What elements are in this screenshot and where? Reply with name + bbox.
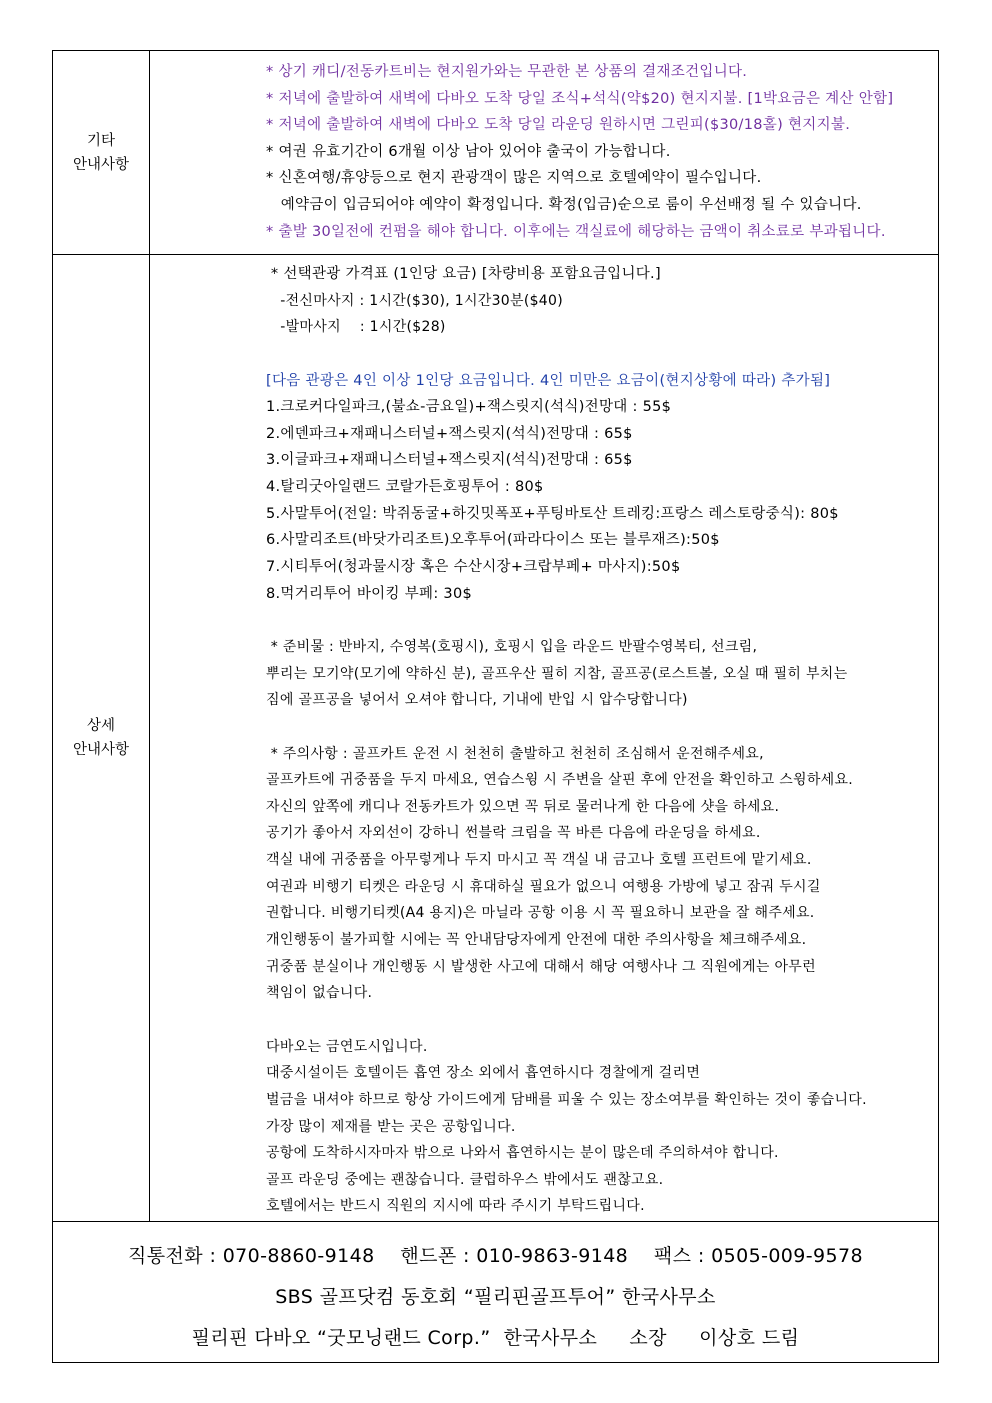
- detail-info-line: 뿌리는 모기약(모기에 약하신 분), 골프우산 필히 지참, 골프공(로스트볼, 오실 때 필히 부치는: [266, 665, 848, 682]
- detail-info-line: 골프 라운딩 중에는 괜찮습니다. 클럽하우스 밖에서도 괜찮고요.: [266, 1171, 664, 1188]
- detail-info-line: 자신의 앞쪽에 캐디나 전동카트가 있으면 꼭 뒤로 물러나게 한 다음에 샷을 하세요.: [266, 798, 780, 815]
- detail-info-label-line1: 상세: [86, 718, 115, 734]
- detail-info-line: [다음 관광은 4인 이상 1인당 요금입니다. 4인 미만은 요금이(현지상황에 따라) 추가됨]: [266, 372, 831, 389]
- detail-info-line: 2.에덴파크+재패니스터널+잭스릿지(석식)전망대 : 65$: [266, 425, 633, 442]
- other-info-line: * 여권 유효기간이 6개월 이상 남아 있어야 출국이 가능합니다.: [266, 143, 671, 160]
- other-info-line: 예약금이 입금되어야 예약이 확정입니다. 확정(입금)순으로 룸이 우선배정 될 수 있습니다.: [266, 196, 862, 213]
- detail-info-blank-line: [266, 1007, 938, 1034]
- detail-info-line: 개인행동이 불가피할 시에는 꼭 안내담당자에게 안전에 대한 주의사항을 체크해주세요.: [266, 932, 807, 949]
- other-info-line: * 상기 캐디/전동카트비는 현지원가와는 무관한 본 상품의 결재조건입니다.: [266, 64, 748, 80]
- other-info-content-cell: [150, 51, 939, 255]
- detail-info-line: -전신마사지 : 1시간($30), 1시간30분($40): [266, 292, 563, 309]
- detail-info-blank-line: [266, 607, 938, 634]
- other-info-label-line1: 기타: [86, 132, 115, 149]
- detail-info-line: * 선택관광 가격표 (1인당 요금) [차량비용 포함요금입니다.]: [266, 266, 661, 282]
- other-info-row: [53, 51, 939, 255]
- detail-info-line: 다바오는 금연도시입니다.: [266, 1038, 428, 1055]
- other-info-line: * 신혼여행/휴양등으로 현지 관광객이 많은 지역으로 호텔예약이 필수입니다.: [266, 170, 762, 187]
- other-info-line: * 저녁에 출발하여 새벽에 다바오 도착 당일 조식+석식(약$20) 현지지불. [1박요금은 계산 안함]: [266, 90, 894, 107]
- detail-info-line: 책임이 없습니다.: [266, 985, 373, 1002]
- detail-info-line: 짐에 골프공을 넣어서 오셔야 합니다, 기내에 반입 시 압수당합니다): [266, 692, 688, 709]
- detail-info-label-line2: 안내사항: [72, 742, 130, 758]
- footer-cell: [53, 1222, 939, 1363]
- detail-info-line: -발마사지 : 1시간($28): [266, 319, 446, 336]
- detail-info-line: 7.시티투어(청과물시장 혹은 수산시장+크랍부페+ 마사지):50$: [266, 559, 681, 576]
- detail-info-line: 벌금을 내셔야 하므로 항상 가이드에게 담배를 피울 수 있는 장소여부를 확인하는 것이 좋습니다.: [266, 1091, 867, 1108]
- detail-info-line: 귀중품 분실이나 개인행동 시 발생한 사고에 대해서 해당 여행사나 그 직원에게는 아무런: [266, 958, 816, 975]
- detail-info-line: 공기가 좋아서 자외선이 강하니 썬블락 크림을 꼭 바른 다음에 라운딩을 하세요.: [266, 825, 761, 842]
- detail-info-blank-line: [266, 714, 938, 741]
- detail-info-line: * 주의사항 : 골프카트 운전 시 천천히 출발하고 천천히 조심해서 운전해주세요,: [266, 745, 764, 762]
- footer-office: 필리핀 다바오 “굿모닝랜드 Corp.” 한국사무소 소장 이상호 드림: [191, 1327, 800, 1349]
- other-info-content: [150, 51, 938, 245]
- other-info-label: [53, 51, 150, 255]
- detail-info-line: 가장 많이 제재를 받는 곳은 공항입니다.: [266, 1118, 516, 1135]
- detail-info-content: [150, 255, 938, 1220]
- other-info-line: * 출발 30일전에 컨펌을 해야 합니다. 이후에는 객실료에 해당하는 금액이 취소료로 부과됩니다.: [266, 223, 886, 240]
- footer: [53, 1222, 938, 1359]
- detail-info-line: 객실 내에 귀중품을 아무렇게나 두지 마시고 꼭 객실 내 금고나 호텔 프런트에 맡기세요.: [266, 852, 812, 869]
- other-info-line: * 저녁에 출발하여 새벽에 다바오 도착 당일 라운딩 원하시면 그린피($30/18홀) 현지지불.: [266, 117, 851, 134]
- detail-info-line: 공항에 도착하시자마자 밖으로 나와서 흡연하시는 분이 많은데 주의하셔야 합니다.: [266, 1145, 779, 1162]
- notice-table: [52, 50, 939, 1363]
- detail-info-line: 1.크로커다일파크,(불쇼-금요일)+잭스릿지(석식)전망대 : 55$: [266, 399, 672, 416]
- detail-info-line: 호텔에서는 반드시 직원의 지시에 따라 주시기 부탁드립니다.: [266, 1198, 645, 1215]
- footer-contact: 직통전화 : 070-8860-9148 핸드폰 : 010-9863-9148 팩스 : 0505-009-9578: [128, 1245, 863, 1267]
- detail-info-blank-line: [266, 341, 938, 368]
- other-info-label-line2: 안내사항: [72, 156, 130, 173]
- footer-row: [53, 1222, 939, 1363]
- detail-info-line: 5.사말투어(전일: 박쥐동굴+하깃밋폭포+푸팅바토산 트레킹:프랑스 레스토랑중식): 80$: [266, 505, 839, 522]
- detail-info-line: 4.탈리굿아일랜드 코랄가든호핑투어 : 80$: [266, 479, 544, 496]
- footer-club: SBS 골프닷컴 동호회 “필리핀골프투어” 한국사무소: [275, 1286, 716, 1308]
- detail-info-line: * 준비물 : 반바지, 수영복(호핑시), 호핑시 입을 라운드 반팔수영복티, 선크림,: [266, 638, 758, 655]
- detail-info-line: 대중시설이든 호텔이든 흡연 장소 외에서 흡연하시다 경찰에게 걸리면: [266, 1065, 701, 1082]
- detail-info-label: [53, 255, 150, 1222]
- detail-info-line: 권합니다. 비행기티켓(A4 용지)은 마닐라 공항 이용 시 꼭 필요하니 보관을 잘 해주세요.: [266, 905, 815, 922]
- detail-info-line: 6.사말리조트(바닷가리조트)오후투어(파라다이스 또는 블루재즈):50$: [266, 532, 720, 549]
- detail-info-line: 여권과 비행기 티켓은 라운딩 시 휴대하실 필요가 없으니 여행용 가방에 넣고 잠궈 두시길: [266, 878, 821, 895]
- detail-info-line: 3.이글파크+재패니스터널+잭스릿지(석식)전망대 : 65$: [266, 452, 633, 469]
- detail-info-content-cell: [150, 255, 939, 1222]
- detail-info-row: [53, 255, 939, 1222]
- detail-info-line: 골프카트에 귀중품을 두지 마세요, 연습스윙 시 주변을 살핀 후에 안전을 확인하고 스윙하세요.: [266, 772, 854, 789]
- detail-info-line: 8.먹거리투어 바이킹 부페: 30$: [266, 585, 472, 602]
